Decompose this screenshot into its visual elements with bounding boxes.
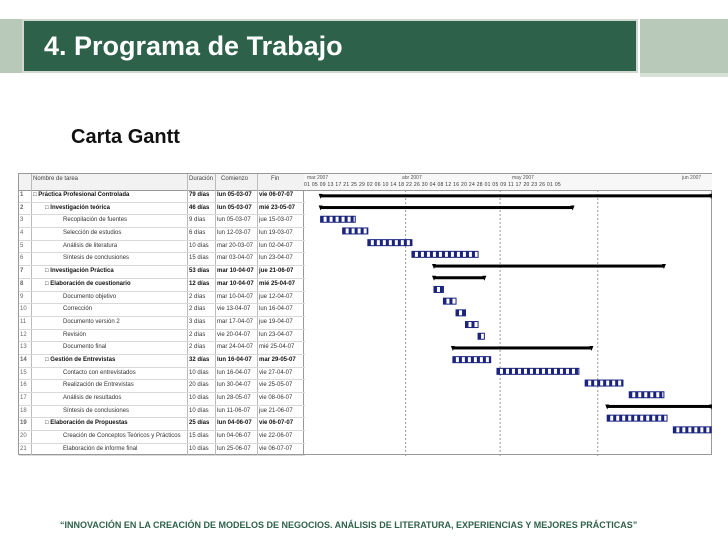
- task-end: jue 21-06-07: [259, 268, 294, 275]
- grid-header: [19, 174, 305, 191]
- task-duration: 20 días: [189, 382, 209, 389]
- gantt-chart: [18, 173, 712, 455]
- task-start: mar 17-04-07: [217, 318, 254, 325]
- task-name: Síntesis de conclusiones: [63, 407, 130, 414]
- task-bar-pattern: [607, 415, 610, 421]
- task-bar-pattern: [333, 216, 336, 222]
- task-bar-pattern: [349, 228, 352, 234]
- task-end: vie 25-05-07: [259, 382, 293, 389]
- footer-caption: “INNOVACIÓN EN LA CREACIÓN DE MODELOS DE NEGOCIOS. ANÁLISIS DE LITERATURA, EXPERIENCIAS Y MEJORES PRÁCTICAS”: [60, 520, 638, 530]
- task-name: Creación de Conceptos Teóricos y Prácticos: [63, 433, 181, 440]
- task-bar-pattern: [545, 368, 548, 374]
- task-bar-pattern: [539, 368, 542, 374]
- task-bar-pattern: [453, 357, 456, 363]
- task-bar-pattern: [685, 427, 688, 433]
- task-name: □ Investigación Práctica: [45, 268, 114, 275]
- task-bar-pattern: [603, 380, 606, 386]
- table-row: [19, 393, 305, 406]
- task-bar-pattern: [483, 357, 486, 363]
- task-bar-pattern: [430, 251, 433, 257]
- task-bar-pattern: [456, 310, 459, 316]
- task-end: vie 06-07-07: [259, 445, 293, 452]
- task-bar-pattern: [489, 357, 491, 363]
- task-bar-pattern: [653, 392, 656, 398]
- task-name: Corrección: [63, 306, 93, 313]
- task-id: 5: [20, 242, 24, 249]
- task-name: Revisión: [63, 331, 87, 338]
- task-start: lun 16-04-07: [217, 356, 252, 363]
- slide-subtitle: Carta Gantt: [71, 126, 180, 148]
- task-start: lun 30-04-07: [217, 382, 251, 389]
- task-name: Recopilación de fuentes: [63, 217, 128, 224]
- task-start: vie 20-04-07: [217, 331, 251, 338]
- task-name: □ Práctica Profesional Controlada: [33, 192, 130, 198]
- task-bar-pattern: [615, 380, 618, 386]
- task-start: lun 25-06-07: [217, 445, 251, 452]
- task-bar-pattern: [619, 415, 622, 421]
- task-bar: [321, 216, 356, 222]
- task-bar-pattern: [679, 427, 682, 433]
- task-bar-pattern: [551, 368, 554, 374]
- task-bar-pattern: [454, 251, 457, 257]
- summary-bar: [434, 265, 664, 268]
- task-end: lun 02-04-07: [259, 242, 293, 249]
- task-bar-pattern: [703, 427, 706, 433]
- task-bar-pattern: [635, 392, 638, 398]
- task-bar-pattern: [613, 415, 616, 421]
- task-start: lun 12-03-07: [217, 230, 251, 237]
- task-end: mié 25-04-07: [259, 344, 295, 351]
- summary-bar: [434, 276, 484, 279]
- gantt-bars: [304, 174, 712, 456]
- task-bar-pattern: [697, 427, 700, 433]
- table-row: [19, 444, 305, 457]
- task-id: 7: [20, 268, 24, 275]
- task-bar-pattern: [343, 228, 346, 234]
- task-start: lun 28-05-07: [217, 395, 251, 401]
- column-header-name: Nombre de tarea: [33, 176, 79, 182]
- task-bar-pattern: [621, 380, 623, 386]
- task-start: lun 16-04-07: [217, 369, 251, 376]
- task-id: 3: [20, 217, 24, 224]
- table-row: [19, 203, 305, 216]
- task-bar-pattern: [418, 251, 421, 257]
- task-name: Selección de estudios: [63, 230, 122, 237]
- task-bar-pattern: [410, 240, 412, 246]
- slide-title: 4. Programa de Trabajo: [44, 31, 343, 61]
- task-bar-pattern: [398, 240, 401, 246]
- task-bar-pattern: [557, 368, 560, 374]
- task-duration: 10 días: [189, 395, 209, 401]
- task-bar-pattern: [575, 368, 578, 374]
- task-duration: 53 días: [189, 268, 210, 275]
- task-bar-pattern: [673, 427, 676, 433]
- column-header-end: Fin: [271, 176, 280, 182]
- task-end: vie 06-07-07: [259, 192, 294, 198]
- task-id: 14: [20, 356, 27, 363]
- task-id: 15: [20, 369, 27, 376]
- task-start: mar 20-03-07: [217, 242, 254, 249]
- task-end: mié 23-05-07: [259, 204, 296, 211]
- task-bar-pattern: [477, 357, 480, 363]
- task-name: Análisis de literatura: [63, 242, 118, 249]
- task-end: jue 19-04-07: [259, 318, 293, 325]
- task-id: 6: [20, 255, 24, 262]
- task-duration: 15 días: [189, 433, 209, 440]
- task-duration: 3 días: [189, 318, 206, 325]
- task-end: jue 15-03-07: [259, 217, 293, 224]
- task-bar-pattern: [345, 216, 348, 222]
- column-header-duration: Duración: [189, 176, 214, 182]
- task-id: 4: [20, 230, 24, 237]
- task-id: 17: [20, 395, 27, 401]
- task-bar-pattern: [448, 251, 451, 257]
- timescale-month: jun 2007: [682, 175, 702, 181]
- task-bar-pattern: [533, 368, 536, 374]
- table-row: [19, 317, 305, 330]
- table-row: [19, 266, 305, 279]
- task-bar-pattern: [460, 251, 463, 257]
- task-id: 10: [20, 306, 27, 313]
- table-row: [19, 304, 305, 317]
- task-bar-pattern: [466, 251, 469, 257]
- task-bar-pattern: [351, 216, 354, 222]
- table-row: [19, 368, 305, 381]
- task-bar-pattern: [709, 427, 711, 433]
- task-end: mar 29-05-07: [259, 356, 296, 363]
- task-start: lun 04-06-07: [217, 433, 251, 440]
- task-bar-pattern: [478, 333, 481, 339]
- timescale-month: abr 2007: [402, 175, 422, 181]
- task-bar-pattern: [339, 216, 342, 222]
- task-end: lun 16-04-07: [259, 306, 293, 313]
- task-bar-pattern: [404, 240, 407, 246]
- task-name: □ Elaboración de cuestionario: [45, 280, 131, 287]
- task-duration: 2 días: [189, 306, 206, 313]
- task-bar-pattern: [424, 251, 427, 257]
- task-bar-pattern: [472, 251, 475, 257]
- task-bar-pattern: [643, 415, 646, 421]
- task-bar-pattern: [361, 228, 364, 234]
- task-bar-pattern: [637, 415, 640, 421]
- task-name: Documento objetivo: [63, 293, 117, 300]
- task-bar-pattern: [462, 310, 465, 316]
- task-id: 21: [20, 445, 27, 452]
- task-bar: [629, 392, 664, 398]
- task-bar-pattern: [655, 415, 658, 421]
- task-end: lun 23-04-07: [259, 255, 293, 262]
- task-duration: 2 días: [189, 344, 206, 351]
- task-end: vie 22-06-07: [259, 433, 293, 440]
- task-id: 11: [20, 318, 27, 325]
- task-duration: 9 días: [189, 217, 206, 224]
- task-name: Análisis de resultados: [63, 395, 122, 401]
- task-bar-pattern: [465, 357, 468, 363]
- task-bar-pattern: [629, 392, 632, 398]
- task-bar-pattern: [521, 368, 524, 374]
- task-start: vie 13-04-07: [217, 306, 251, 313]
- task-bar-pattern: [563, 368, 566, 374]
- task-id: 16: [20, 382, 27, 389]
- table-row: [19, 355, 305, 368]
- title-bar: [22, 19, 638, 73]
- task-duration: 15 días: [189, 255, 209, 262]
- task-name: □ Gestión de Entrevistas: [45, 356, 116, 363]
- summary-bar: [321, 206, 573, 209]
- task-duration: 10 días: [189, 407, 209, 414]
- table-row: [19, 330, 305, 343]
- table-row: [19, 253, 305, 266]
- task-bar-pattern: [585, 380, 588, 386]
- task-bar-pattern: [691, 427, 694, 433]
- task-bar-pattern: [509, 368, 512, 374]
- task-end: vie 27-04-07: [259, 369, 293, 376]
- task-bar-pattern: [631, 415, 634, 421]
- task-end: vie 06-07-07: [259, 420, 294, 427]
- task-start: lun 05-03-07: [217, 192, 252, 198]
- task-bar-pattern: [386, 240, 389, 246]
- task-start: lun 05-03-07: [217, 217, 251, 224]
- task-bar-pattern: [647, 392, 650, 398]
- task-duration: 46 días: [189, 204, 210, 211]
- task-rows: [19, 190, 305, 456]
- task-bar-pattern: [434, 286, 437, 292]
- task-bar-pattern: [661, 415, 664, 421]
- task-bar-pattern: [465, 322, 468, 328]
- task-start: lun 05-03-07: [217, 204, 252, 211]
- decorative-right-band: [640, 19, 728, 73]
- task-id: 13: [20, 344, 27, 351]
- timescale-days: 01 05 09 13 17 21 25 29 02 06 10 14 18 22 26 30 04 08 12 16 20 24 28 01 05 09 11 17 20 23 26 01 05: [304, 182, 562, 188]
- summary-bar: [607, 405, 711, 408]
- table-row: [19, 406, 305, 419]
- task-grid: [18, 173, 304, 455]
- task-name: □ Elaboración de Propuestas: [45, 420, 128, 427]
- task-start: mar 10-04-07: [217, 268, 254, 275]
- task-name: Síntesis de conclusiones: [63, 255, 130, 262]
- summary-bar: [321, 194, 712, 197]
- decorative-left-band: [0, 19, 22, 73]
- task-name: Realización de Entrevistas: [63, 382, 134, 389]
- task-bar-pattern: [459, 357, 462, 363]
- task-duration: 32 días: [189, 356, 210, 363]
- task-name: Elaboración de informe final: [63, 445, 138, 452]
- summary-bar: [453, 346, 592, 349]
- task-bar-pattern: [527, 368, 530, 374]
- task-id: 19: [20, 420, 27, 427]
- gantt-timeline: [304, 173, 712, 455]
- task-name: Documento final: [63, 344, 107, 351]
- task-id: 2: [20, 204, 24, 211]
- task-bar-pattern: [368, 240, 371, 246]
- task-start: mar 10-04-07: [217, 293, 254, 300]
- task-bar-pattern: [443, 298, 446, 304]
- table-row: [19, 190, 305, 203]
- task-id: 8: [20, 280, 24, 287]
- task-name: □ Investigación teórica: [45, 204, 110, 211]
- table-row: [19, 342, 305, 355]
- task-bar-pattern: [591, 380, 594, 386]
- task-bar-pattern: [471, 357, 474, 363]
- task-bar-pattern: [412, 251, 415, 257]
- task-bar-pattern: [597, 380, 600, 386]
- task-bar-pattern: [355, 228, 358, 234]
- task-bar-pattern: [327, 216, 330, 222]
- task-bar-pattern: [392, 240, 395, 246]
- task-duration: 79 días: [189, 192, 210, 198]
- timescale-month: may 2007: [512, 175, 534, 181]
- task-bar-pattern: [609, 380, 612, 386]
- task-end: jue 21-06-07: [259, 407, 293, 414]
- table-row: [19, 215, 305, 228]
- task-bar-pattern: [374, 240, 377, 246]
- task-start: mar 03-04-07: [217, 255, 254, 262]
- table-row: [19, 431, 305, 444]
- task-name: Documento versión 2: [63, 318, 120, 325]
- task-bar-pattern: [641, 392, 644, 398]
- task-bar-pattern: [367, 228, 368, 234]
- task-start: lun 11-06-07: [217, 407, 251, 414]
- task-duration: 2 días: [189, 331, 206, 338]
- task-duration: 6 días: [189, 230, 206, 237]
- task-start: mar 10-04-07: [217, 280, 254, 287]
- task-end: lun 19-03-07: [259, 230, 293, 237]
- task-id: 18: [20, 407, 27, 414]
- task-duration: 2 días: [189, 293, 206, 300]
- task-bar-pattern: [649, 415, 652, 421]
- task-bar-pattern: [503, 368, 506, 374]
- task-duration: 10 días: [189, 369, 209, 376]
- task-bar-pattern: [380, 240, 383, 246]
- task-bar-pattern: [659, 392, 662, 398]
- task-bar-pattern: [440, 286, 443, 292]
- task-start: mar 24-04-07: [217, 344, 254, 351]
- task-bar-pattern: [449, 298, 452, 304]
- column-header-start: Comienzo: [221, 176, 249, 182]
- task-id: 1: [20, 192, 24, 198]
- decorative-strip: [640, 73, 728, 77]
- task-duration: 10 días: [189, 242, 209, 249]
- table-row: [19, 380, 305, 393]
- timescale-month: mar 2007: [307, 175, 329, 181]
- task-name: Contacto con entrevistados: [63, 369, 136, 376]
- task-duration: 25 días: [189, 420, 210, 427]
- table-row: [19, 228, 305, 241]
- task-id: 9: [20, 293, 24, 300]
- task-start: lun 04-06-07: [217, 420, 252, 427]
- task-bar-pattern: [436, 251, 439, 257]
- task-bar-pattern: [471, 322, 474, 328]
- task-end: vie 08-06-07: [259, 395, 293, 401]
- table-row: [19, 241, 305, 254]
- task-bar-pattern: [625, 415, 628, 421]
- task-id: 20: [20, 433, 27, 440]
- task-duration: 10 días: [189, 445, 209, 452]
- table-row: [19, 279, 305, 292]
- table-row: [19, 292, 305, 305]
- task-bar-pattern: [321, 216, 324, 222]
- task-end: jue 12-04-07: [259, 293, 293, 300]
- task-bar-pattern: [442, 251, 445, 257]
- task-end: lun 23-04-07: [259, 331, 293, 338]
- task-bar-pattern: [569, 368, 572, 374]
- task-duration: 12 días: [189, 280, 210, 287]
- task-end: mié 25-04-07: [259, 280, 296, 287]
- task-bar-pattern: [515, 368, 518, 374]
- task-bar-pattern: [497, 368, 500, 374]
- table-row: [19, 418, 305, 431]
- task-id: 12: [20, 331, 27, 338]
